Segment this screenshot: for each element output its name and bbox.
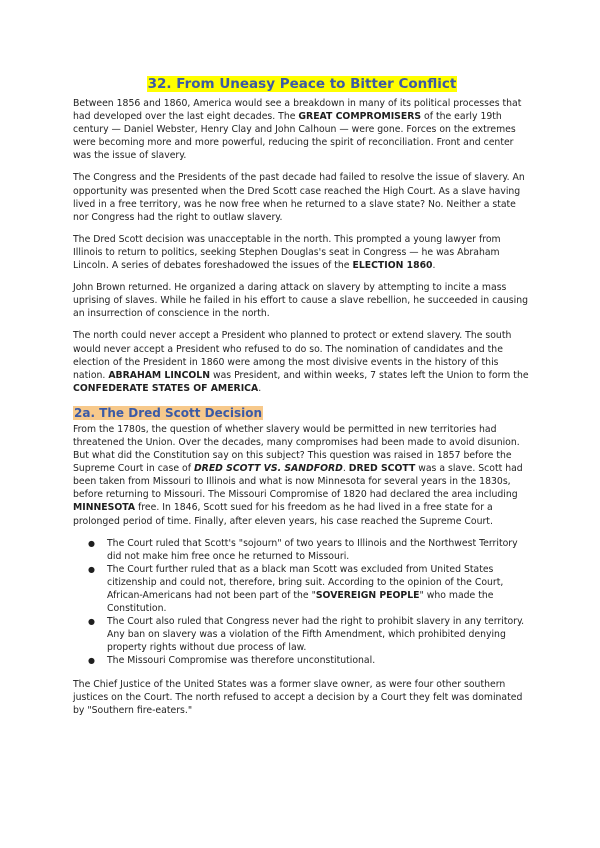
paragraph-2: The Congress and the Presidents of the past decade had failed to resolve the issue of slavery. An opportunity was presented when the Dred Scott case reached the High Court. As a slave having lived in a free territory, was he now free when he returned to a slave state? No. Neither a state nor Congress had the right to outlaw slavery.: [73, 172, 525, 223]
court-rulings-list: [73, 537, 531, 668]
paragraph-7: The Chief Justice of the United States was a former slave owner, as were four other southern justices on the Court. The north refused to accept a decision by a Court they felt was dominated by "Southern fire-eaters.": [73, 678, 523, 716]
bullet-icon: ●: [88, 538, 95, 548]
dred-scott-term: DRED SCOTT: [348, 463, 416, 475]
title-block: [73, 74, 531, 93]
p1-text-c: of the early 19th century — Daniel Webster, Henry Clay and John Calhoun — were gone. Forces on the extremes were becoming more and more powerful, reducing the spirit of reconciliation. Front and center was the issue of slavery.: [73, 111, 516, 162]
page-title: 32. From Uneasy Peace to Bitter Conflict: [147, 76, 457, 92]
paragraph-6: [73, 423, 531, 528]
p6-text-g: free. In 1846, Scott sued for his freedom as he had lived in a free state for a prolonged period of time. Finally, after eleven years, his case reached the Supreme Court.: [73, 502, 493, 527]
confederate-states-term: CONFEDERATE STATES OF AMERICA: [73, 382, 259, 394]
p5-text-a: The north could never accept a President who planned to protect or extend slavery. The south would never accept a President who refused to do so. The nomination of candidates and the election of the President in 1860 were among the most divisive events in the history of this nation.: [73, 330, 512, 381]
paragraph-5: [73, 329, 531, 394]
p6-text-e: was a slave. Scott had been taken from Missouri to Illinois and what is now Minnesota for several years in the 1830s, before returning to Missouri. The Missouri Compromise of 1820 had declared the area including: [73, 463, 523, 501]
list-item: [88, 537, 531, 563]
document-content: [73, 74, 531, 726]
great-compromisers-term: GREAT COMPROMISERS: [298, 111, 422, 123]
p5-text-e: .: [258, 382, 262, 394]
abraham-lincoln-term: ABRAHAM LINCOLN: [108, 369, 211, 381]
sovereign-people-term: SOVEREIGN PEOPLE: [315, 590, 420, 601]
paragraph-1: [73, 97, 531, 162]
list-item-text: The Court also ruled that Congress never had the right to prohibit slavery in any territory. Any ban on slavery was a violation of the Fifth Amendment, which prohibited denying property rights without due process of law.: [107, 616, 525, 654]
p6-text-a: From the 1780s, the question of whether slavery would be permitted in new territories had threatened the Union. Over the decades, many compromises had been made to avoid disunion. But what did the Constitution say on this subject? This question was raised in 1857 before the Supreme Court in case of: [73, 423, 520, 475]
list-item-text: The Missouri Compromise was therefore unconstitutional.: [107, 655, 376, 667]
paragraph-3: [73, 233, 531, 272]
section-heading-block: [73, 404, 531, 421]
list-item-text-c: " who made the Constitution.: [107, 590, 494, 615]
section-heading: 2a. The Dred Scott Decision: [74, 405, 263, 420]
p6-text-c: .: [342, 463, 349, 475]
list-item-text: The Court ruled that Scott's "sojourn" of two years to Illinois and the Northwest Territory did not make him free once he returned to Missouri.: [107, 537, 518, 562]
paragraph-4: John Brown returned. He organized a daring attack on slavery by attempting to incite a mass uprising of slaves. While he failed in his effort to cause a slave rebellion, he succeeded in causing an insurrection of conscience in the north.: [73, 282, 528, 320]
election-1860-term: ELECTION 1860: [352, 260, 433, 272]
list-item: [88, 654, 531, 667]
p3-text-a: The Dred Scott decision was unacceptable in the north. This prompted a young lawyer from Illinois to return to politics, seeking Stephen Douglas's seat in Congress — he was Abraham Lincoln. A series of debates foreshadowed the issues of the: [73, 233, 501, 272]
bullet-icon: ●: [88, 564, 95, 574]
p3-text-c: .: [432, 260, 436, 272]
list-item: [88, 615, 531, 654]
list-item: [88, 563, 531, 615]
p5-text-c: was President, and within weeks, 7 states left the Union to form the: [210, 369, 529, 381]
p1-text-a: Between 1856 and 1860, America would see a breakdown in many of its political processes that had developed over the last eight decades. The: [73, 98, 522, 123]
bullet-icon: ●: [88, 656, 95, 666]
list-item-text-a: The Court further ruled that as a black man Scott was excluded from United States citizenship and could not, therefore, bring suit. According to the opinion of the Court, African-Americans had not been part of the ": [107, 563, 504, 601]
dred-scott-vs-sandford-term: DRED SCOTT VS. SANDFORD: [193, 463, 343, 475]
minnesota-term: MINNESOTA: [73, 502, 136, 514]
bullet-icon: ●: [88, 617, 95, 627]
